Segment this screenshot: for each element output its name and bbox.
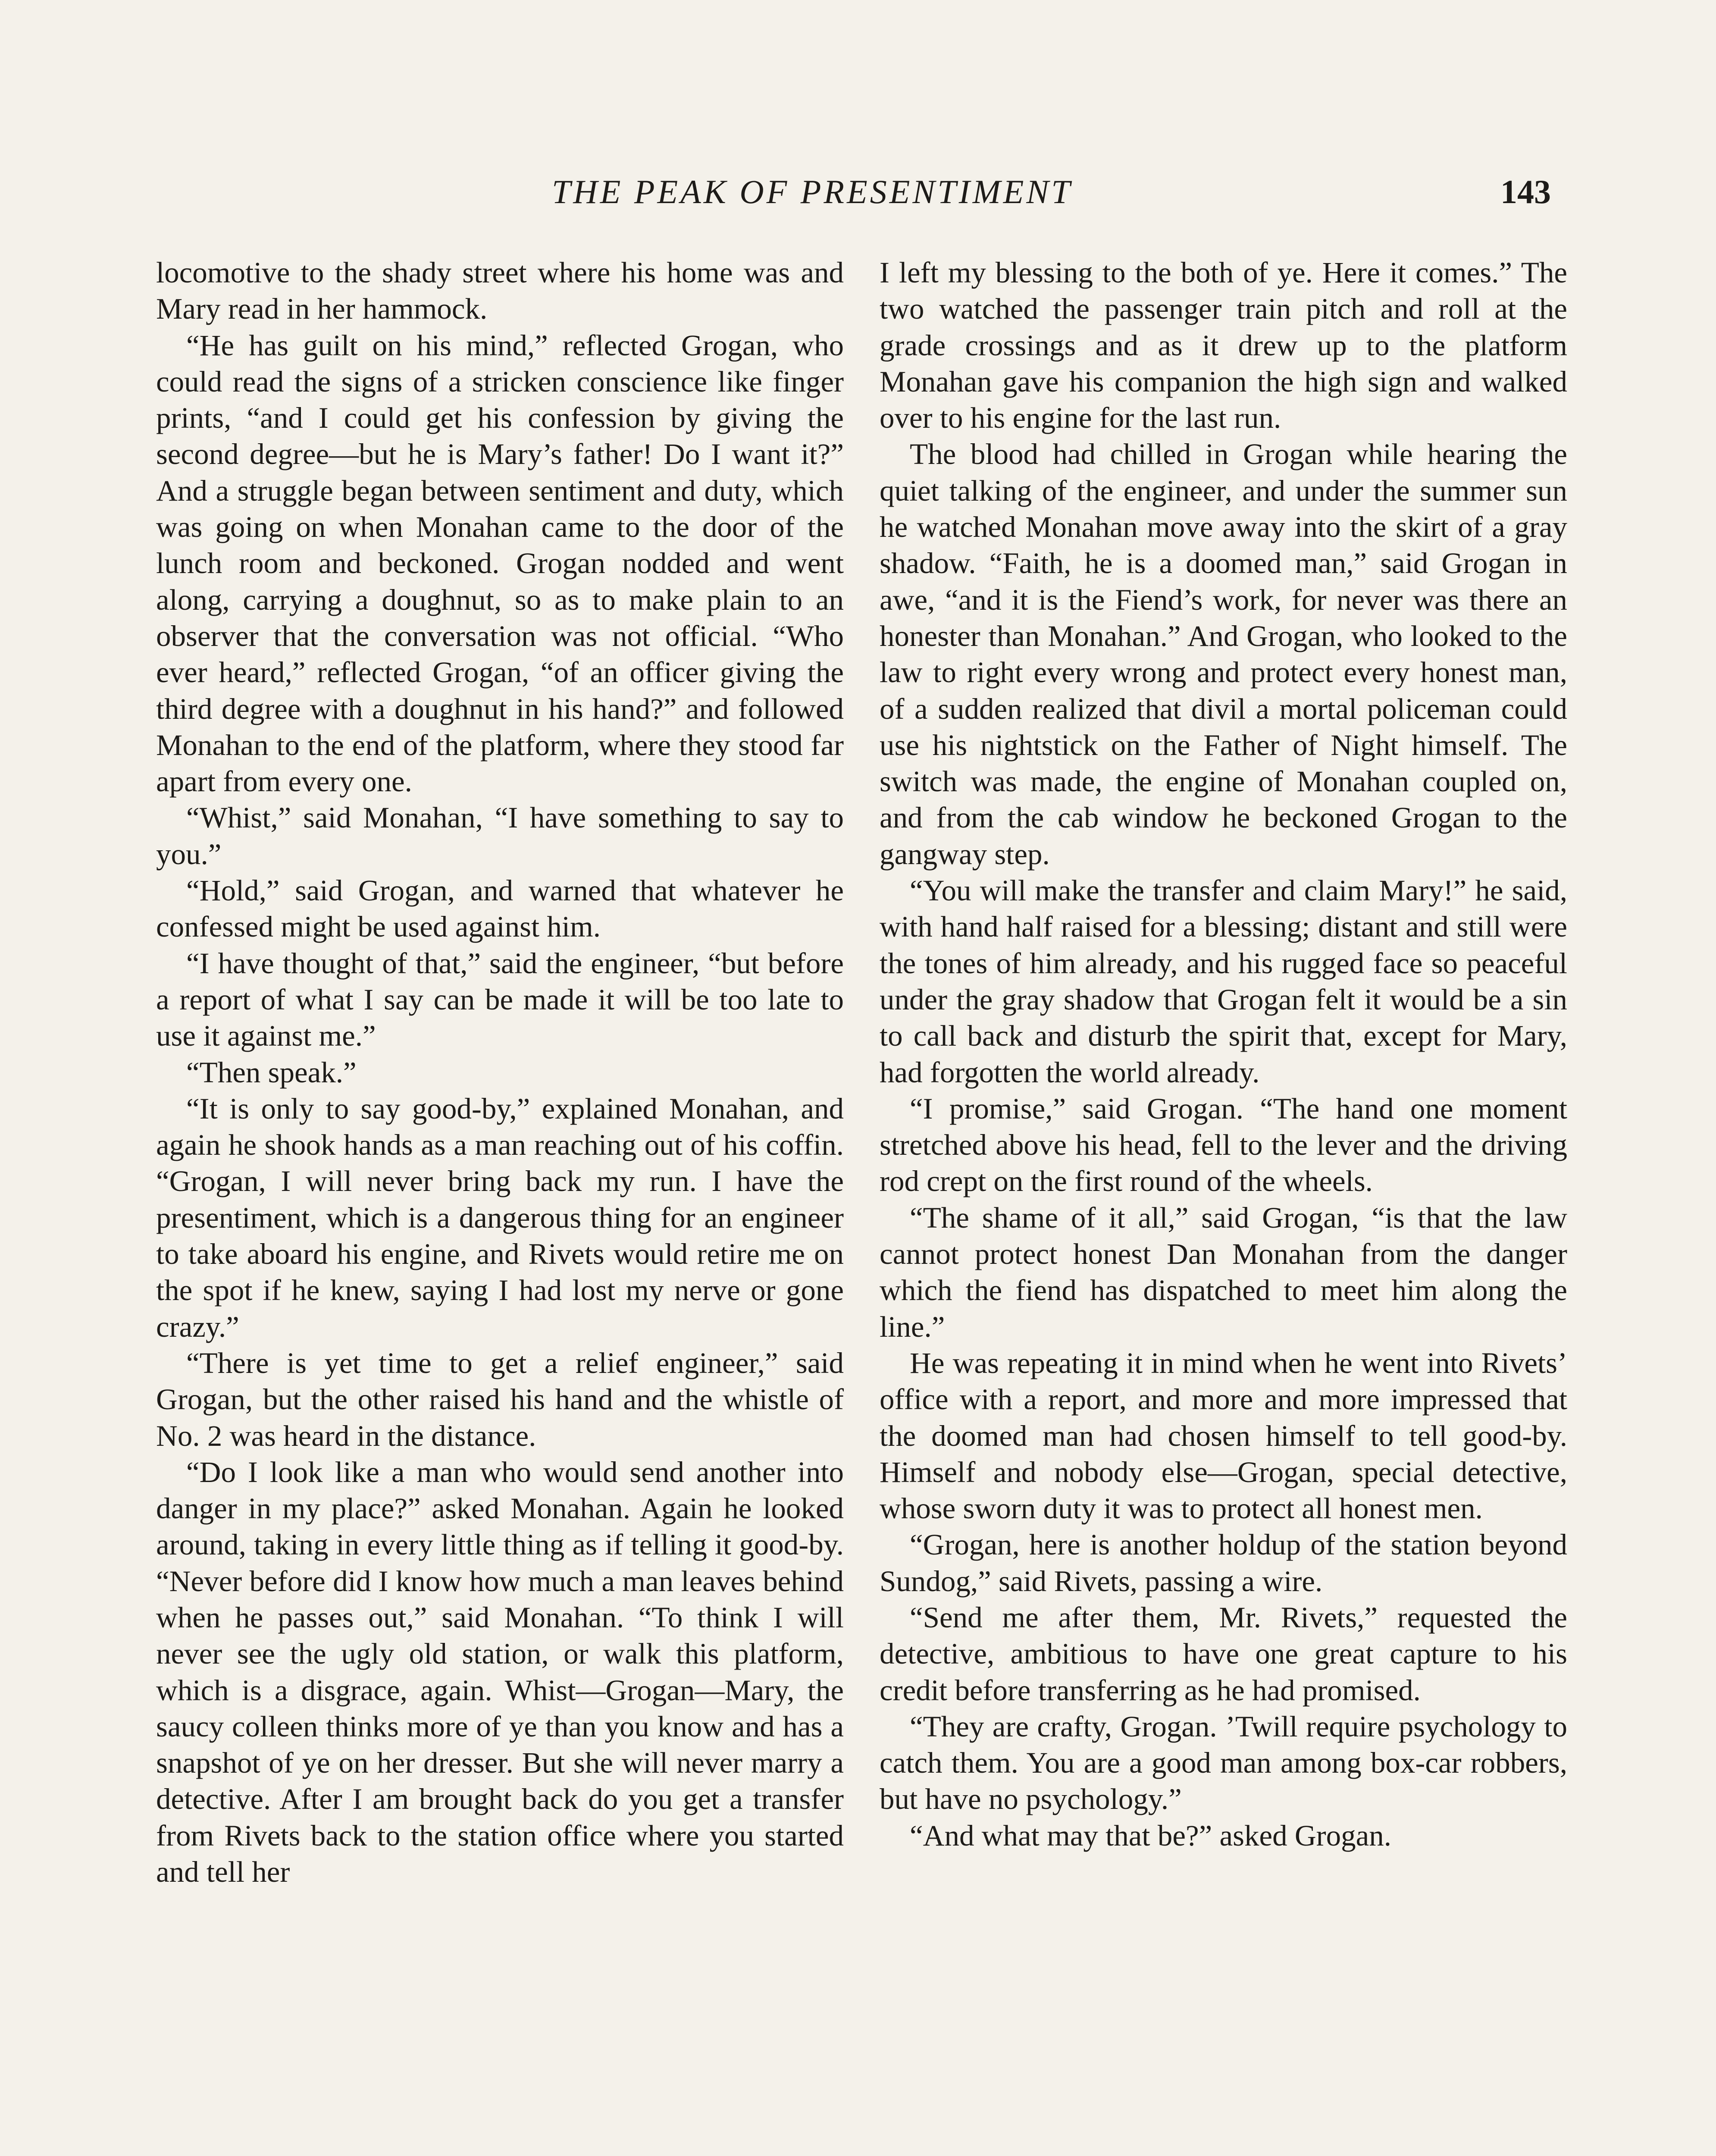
paragraph: “The shame of it all,” said Grogan, “is that the law cannot protect honest Dan Monahan from the danger which the fiend has dispatched to meet him along the line.” bbox=[880, 1201, 1567, 1343]
paragraph: He was repeating it in mind when he went into Rivets’ office with a report, and more and more impressed that the doomed man had chosen himself to tell good-by. Himself and nobody else—Grogan, special detective, whose sworn duty it was to protect all honest men. bbox=[880, 1346, 1567, 1525]
paragraph: “It is only to say good-by,” explained Monahan, and again he shook hands as a man reaching out of his coffin. “Grogan, I will never bring back my run. I have the presentiment, which is a dangerous thing for an engineer to take aboard his engine, and Rivets would retire me on the spot if he knew, saying I had lost my nerve or gone crazy.” bbox=[156, 1092, 844, 1343]
paragraph: “Grogan, here is another holdup of the station beyond Sundog,” said Rivets, passing a wire. bbox=[880, 1528, 1567, 1598]
paragraph: “Then speak.” bbox=[186, 1056, 357, 1089]
page-header bbox=[0, 172, 1716, 224]
page-number: 143 bbox=[1500, 173, 1551, 210]
running-title: THE PEAK OF PRESENTIMENT bbox=[552, 173, 1073, 210]
paragraph: The blood had chilled in Grogan while hearing the quiet talking of the engineer, and under the summer sun he watched Monahan move away into the skirt of a gray shadow. “Faith, he is a doomed man,” said Grogan in awe, “and it is the Fiend’s work, for never was there an honester than Monahan.” And Grogan, who looked to the law to right every wrong and protect every honest man, of a sudden realized that divil a mortal policeman could use his nightstick on the Father of Night himself. The switch was made, the engine of Monahan coupled on, and from the cab window he beckoned Grogan to the gangway step. bbox=[880, 438, 1567, 871]
text-column-right bbox=[880, 254, 1567, 1854]
paragraph: “And what may that be?” asked Grogan. bbox=[910, 1819, 1392, 1852]
text-column-left bbox=[156, 254, 844, 1890]
paragraph: “You will make the transfer and claim Mary!” he said, with hand half raised for a blessing; distant and still were the tones of him already, and his rugged face so peaceful under the gray shadow that Grogan felt it would be a sin to call back and disturb the spirit that, except for Mary, had forgotten the world already. bbox=[880, 874, 1567, 1089]
paragraph: “Do I look like a man who would send another into danger in my place?” asked Monahan. Again he looked around, taking in every little thing as if telling it good-by. “Never before did I know how much a man leaves behind when he passes out,” said Monahan. “To think I will never see the ugly old station, or walk this platform, which is a disgrace, again. Whist—Grogan—Mary, the saucy colleen thinks more of ye than you know and has a snapshot of ye on her dresser. But she will never marry a detective. After I am brought back do you get a transfer from Rivets back to the station office where you started and tell her bbox=[156, 1455, 844, 1889]
paragraph: locomotive to the shady street where his home was and Mary read in her hammock. bbox=[156, 256, 844, 326]
paragraph: “I promise,” said Grogan. “The hand one moment stretched above his head, fell to the lever and the driving rod crept on the first round of the wheels. bbox=[880, 1092, 1567, 1198]
paragraph: “They are crafty, Grogan. ’Twill require psychology to catch them. You are a good man among box-car robbers, but have no psychology.” bbox=[880, 1710, 1567, 1816]
paragraph: “Send me after them, Mr. Rivets,” requested the detective, ambitious to have one great capture to his credit before transferring as he had promised. bbox=[880, 1601, 1567, 1707]
paragraph: “Hold,” said Grogan, and warned that whatever he confessed might be used against him. bbox=[156, 874, 844, 943]
paragraph: “I have thought of that,” said the engineer, “but before a report of what I say can be made it will be too late to use it against me.” bbox=[156, 946, 844, 1053]
paragraph: “Whist,” said Monahan, “I have something to say to you.” bbox=[156, 801, 844, 871]
paragraph: “He has guilt on his mind,” reflected Grogan, who could read the signs of a stricken conscience like finger prints, “and I could get his confession by giving the second degree—but he is Mary’s father! Do I want it?” And a struggle began between sentiment and duty, which was going on when Monahan came to the door of the lunch room and beckoned. Grogan nodded and went along, carrying a doughnut, so as to make plain to an observer that the conversation was not official. “Who ever heard,” reflected Grogan, “of an officer giving the third degree with a doughnut in his hand?” and followed Monahan to the end of the platform, where they stood far apart from every one. bbox=[156, 329, 844, 798]
paragraph: I left my blessing to the both of ye. Here it comes.” The two watched the passenger train pitch and roll at the grade crossings and as it drew up to the platform Monahan gave his companion the high sign and walked over to his engine for the last run. bbox=[880, 256, 1567, 435]
paragraph: “There is yet time to get a relief engineer,” said Grogan, but the other raised his hand and the whistle of No. 2 was heard in the distance. bbox=[156, 1346, 844, 1452]
